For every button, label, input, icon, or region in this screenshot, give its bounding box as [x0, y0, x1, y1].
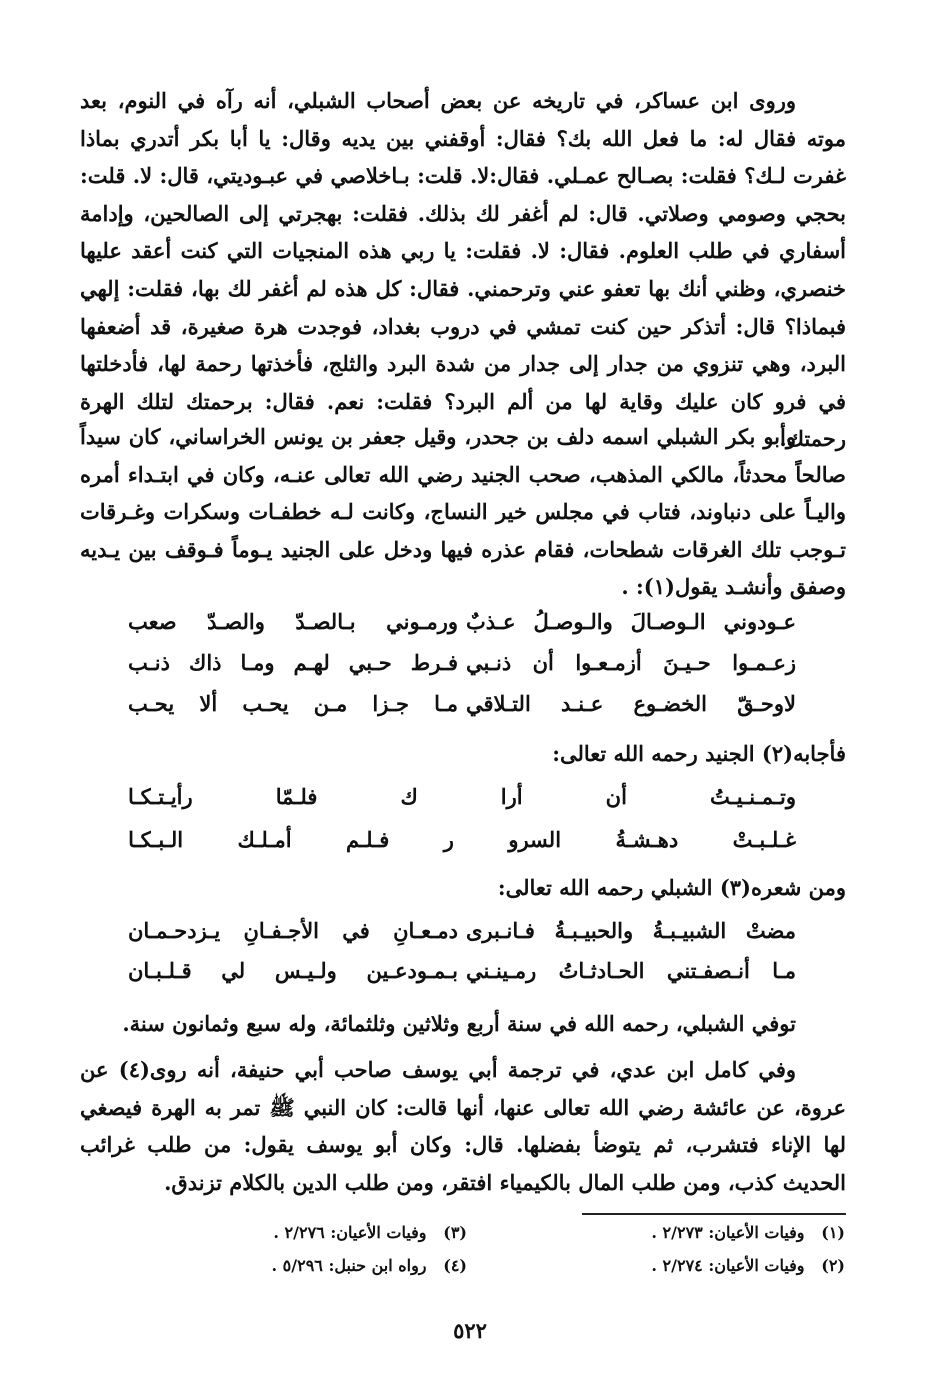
poem3-verse-1-first-hemistich: مضتْ الشبيـبـةُ والحبيـبـةُ فـانـبرى	[466, 918, 796, 943]
paragraph-shibli-dream: وروى ابن عساكر، في تاريخه عن بعض أصحاب الشبلي، أنه رآه في النوم، بعد موته فقال له: ما فعل الله بك؟ فقال: أوقفني بين يديه وقال: يا أبا بكر أتدري بماذا غفرت لـك؟ فقلت: بصـالح عمـلي. فقال:لا. قلت: بـاخلاصي في عبـوديتي، قال: لا. قلت: بحجي وصومي وصلاتي. قال: لم أغفر لك بذلك. فقلت: بهجرتي إلى الصالحين، وإدامة أسفاري في طلب العلوم. فقال: لا. فقلت: يا ربي هذه المنجيات التي كنت أعقد عليها خنصري، وظني أنك بها تعفو عني وترحمني. فقال: كل هذه لم أغفر لك بها، فقلت: إلهي فبماذا؟ قال: أتذكر حين كنت تمشي في دروب بغداد، فوجدت هرة صغيرة، قد أضعفها البرد، وهي تنزوي من جدار إلى جدار من شدة البرد والثلج، فأخذتها رحمة لها، فأدخلتها في فرو كان عليك وقاية لها من ألم البرد؟ فقلت: نعم. فقال: برحمتك لتلك الهرة رحمتك.	[80, 88, 846, 452]
poem2-verse-2	[128, 820, 796, 860]
shibli-poem-heading: ومن شعره(٣) الشبلي رحمه الله تعالى:	[497, 875, 846, 900]
poem2-verse-1-part: أرا	[500, 784, 523, 809]
poem2-verse-2-part: السرو	[508, 827, 562, 852]
footnote-number: (٤)	[443, 1256, 467, 1275]
poem2-verse-2-part: غـلـبـتْ	[732, 827, 796, 852]
poem2-verse-1-part: فلـمّا	[275, 784, 318, 809]
footnote-1	[651, 1222, 845, 1244]
paragraph-shibli-death: توفي الشبلي، رحمه الله في سنة أربع وثلاثين وثلثمائة، وله سبع وثمانون سنة.	[122, 1011, 796, 1036]
poem2-verse-2-part: فـلـم	[346, 827, 390, 852]
poem1-verse-3-first-hemistich: لاوحـقّ الخضـوع عـنـد التـلاقي	[466, 691, 796, 716]
poem2-verse-2-part: ر	[443, 827, 454, 852]
poem1-verse-2-second-hemistich: فـرط حـبي لهـم ومـا ذاك ذنـب	[128, 650, 458, 675]
poem1-verse-2-first-hemistich: زعـمـوا حـيـنَ أزمـعـوا أن ذنـبي	[466, 650, 796, 675]
paragraph-ibn-adi: وفي كامل ابن عدي، في ترجمة أبي يوسف صاحب أبي حنيفة، أنه روى(٤) عن عروة، عن عائشة رضي الله تعالى عنها، أنها قالت: كان النبي ﷺ تمر به الهرة فيصغي لها الإناء فتشرب، ثم يتوضأ بفضلها. قال: وكان أبو يوسف يقول: من طلب غرائب الحديث كذب، ومن طلب المال بالكيمياء افتقر، ومن طلب الدين بالكلام تزندق.	[80, 1057, 846, 1195]
poem3-verse-1	[128, 911, 796, 951]
footnote-text: وفيات الأعيان: ٢/٢٧٣ .	[651, 1223, 805, 1242]
paragraph-shibli-biography: وأبو بكر الشبلي اسمه دلف بن جحدر، وقيل جعفر بن يونس الخراساني، كان سيداً صالحاً محدثاً، مالكي المذهب، صحب الجنيد رضي الله تعالى عنـه، وكان في ابتـداء أمره واليـاً على دنباوند، فتاب في مجلس خير النساج، وكانت لـه خطفـات وسكرات وغـرقات تـوجب تلك الغرقات شطحات، فقام عذره فيها ودخل على الجنيد يـوماً فـوقف بين يـديه وصفق وأنشـد يقول(١): .	[80, 424, 846, 600]
poem2-verse-1-part: رأيـتـكـا	[128, 784, 193, 809]
footnote-text: رواه ابن حنبل: ٥/٢٩٦ .	[271, 1256, 427, 1275]
footnote-number: (٣)	[443, 1223, 467, 1242]
footnote-4	[272, 1255, 467, 1277]
poem1-verse-1	[128, 602, 796, 642]
footnote-text: وفيات الأعيان: ٢/٢٧٤ .	[651, 1256, 805, 1275]
footnote-2	[651, 1255, 845, 1277]
footnote-number: (٢)	[821, 1256, 845, 1275]
poem2-verse-2-part: أمـلـك	[237, 827, 292, 852]
poem3-verse-1-second-hemistich: دمـعـانِ في الأجـفـانِ يـزدحـمـان	[128, 918, 458, 943]
footnote-text: وفيات الأعيان: ٢/٢٧٦ .	[273, 1223, 427, 1242]
footnote-number: (١)	[821, 1223, 845, 1242]
poem3-verse-2	[128, 951, 796, 991]
poem1-verse-2	[128, 643, 796, 683]
poem1-verse-3	[128, 684, 796, 724]
poem3-verse-2-second-hemistich: بـمـودعـين ولـيـس لي قـلـبـان	[128, 958, 458, 983]
junayd-reply-heading: فأجابه(٢) الجنيد رحمه الله تعالى:	[552, 741, 846, 766]
footnote-separator	[582, 1213, 846, 1215]
poem2-verse-1-part: ك	[400, 784, 418, 809]
poem3-verse-2-first-hemistich: مـا أنـصفـتني الحـادثـاتُ رمـينـني	[466, 958, 796, 983]
poem2-verse-2-part: دهـشـةُ	[615, 827, 679, 852]
poem1-verse-3-second-hemistich: مـا جـزا مـن يحـب ألا يحـب	[128, 691, 458, 716]
page-number: ٥٢٢	[453, 1318, 487, 1343]
poem2-verse-1-part: وتـمـنـيـتُ	[709, 784, 796, 809]
poem1-verse-1-first-hemistich: عـودوني الـوصـالَ والـوصـلُ عـذبٌ	[466, 609, 796, 634]
poem2-verse-2-part: الـبـكـا	[128, 827, 184, 852]
poem2-verse-1	[128, 777, 796, 817]
footnote-3	[273, 1222, 467, 1244]
poem1-verse-1-second-hemistich: ورمـوني بـالصـدّ والصـدّ صعب	[128, 609, 458, 634]
poem2-verse-1-part: أن	[605, 784, 627, 809]
